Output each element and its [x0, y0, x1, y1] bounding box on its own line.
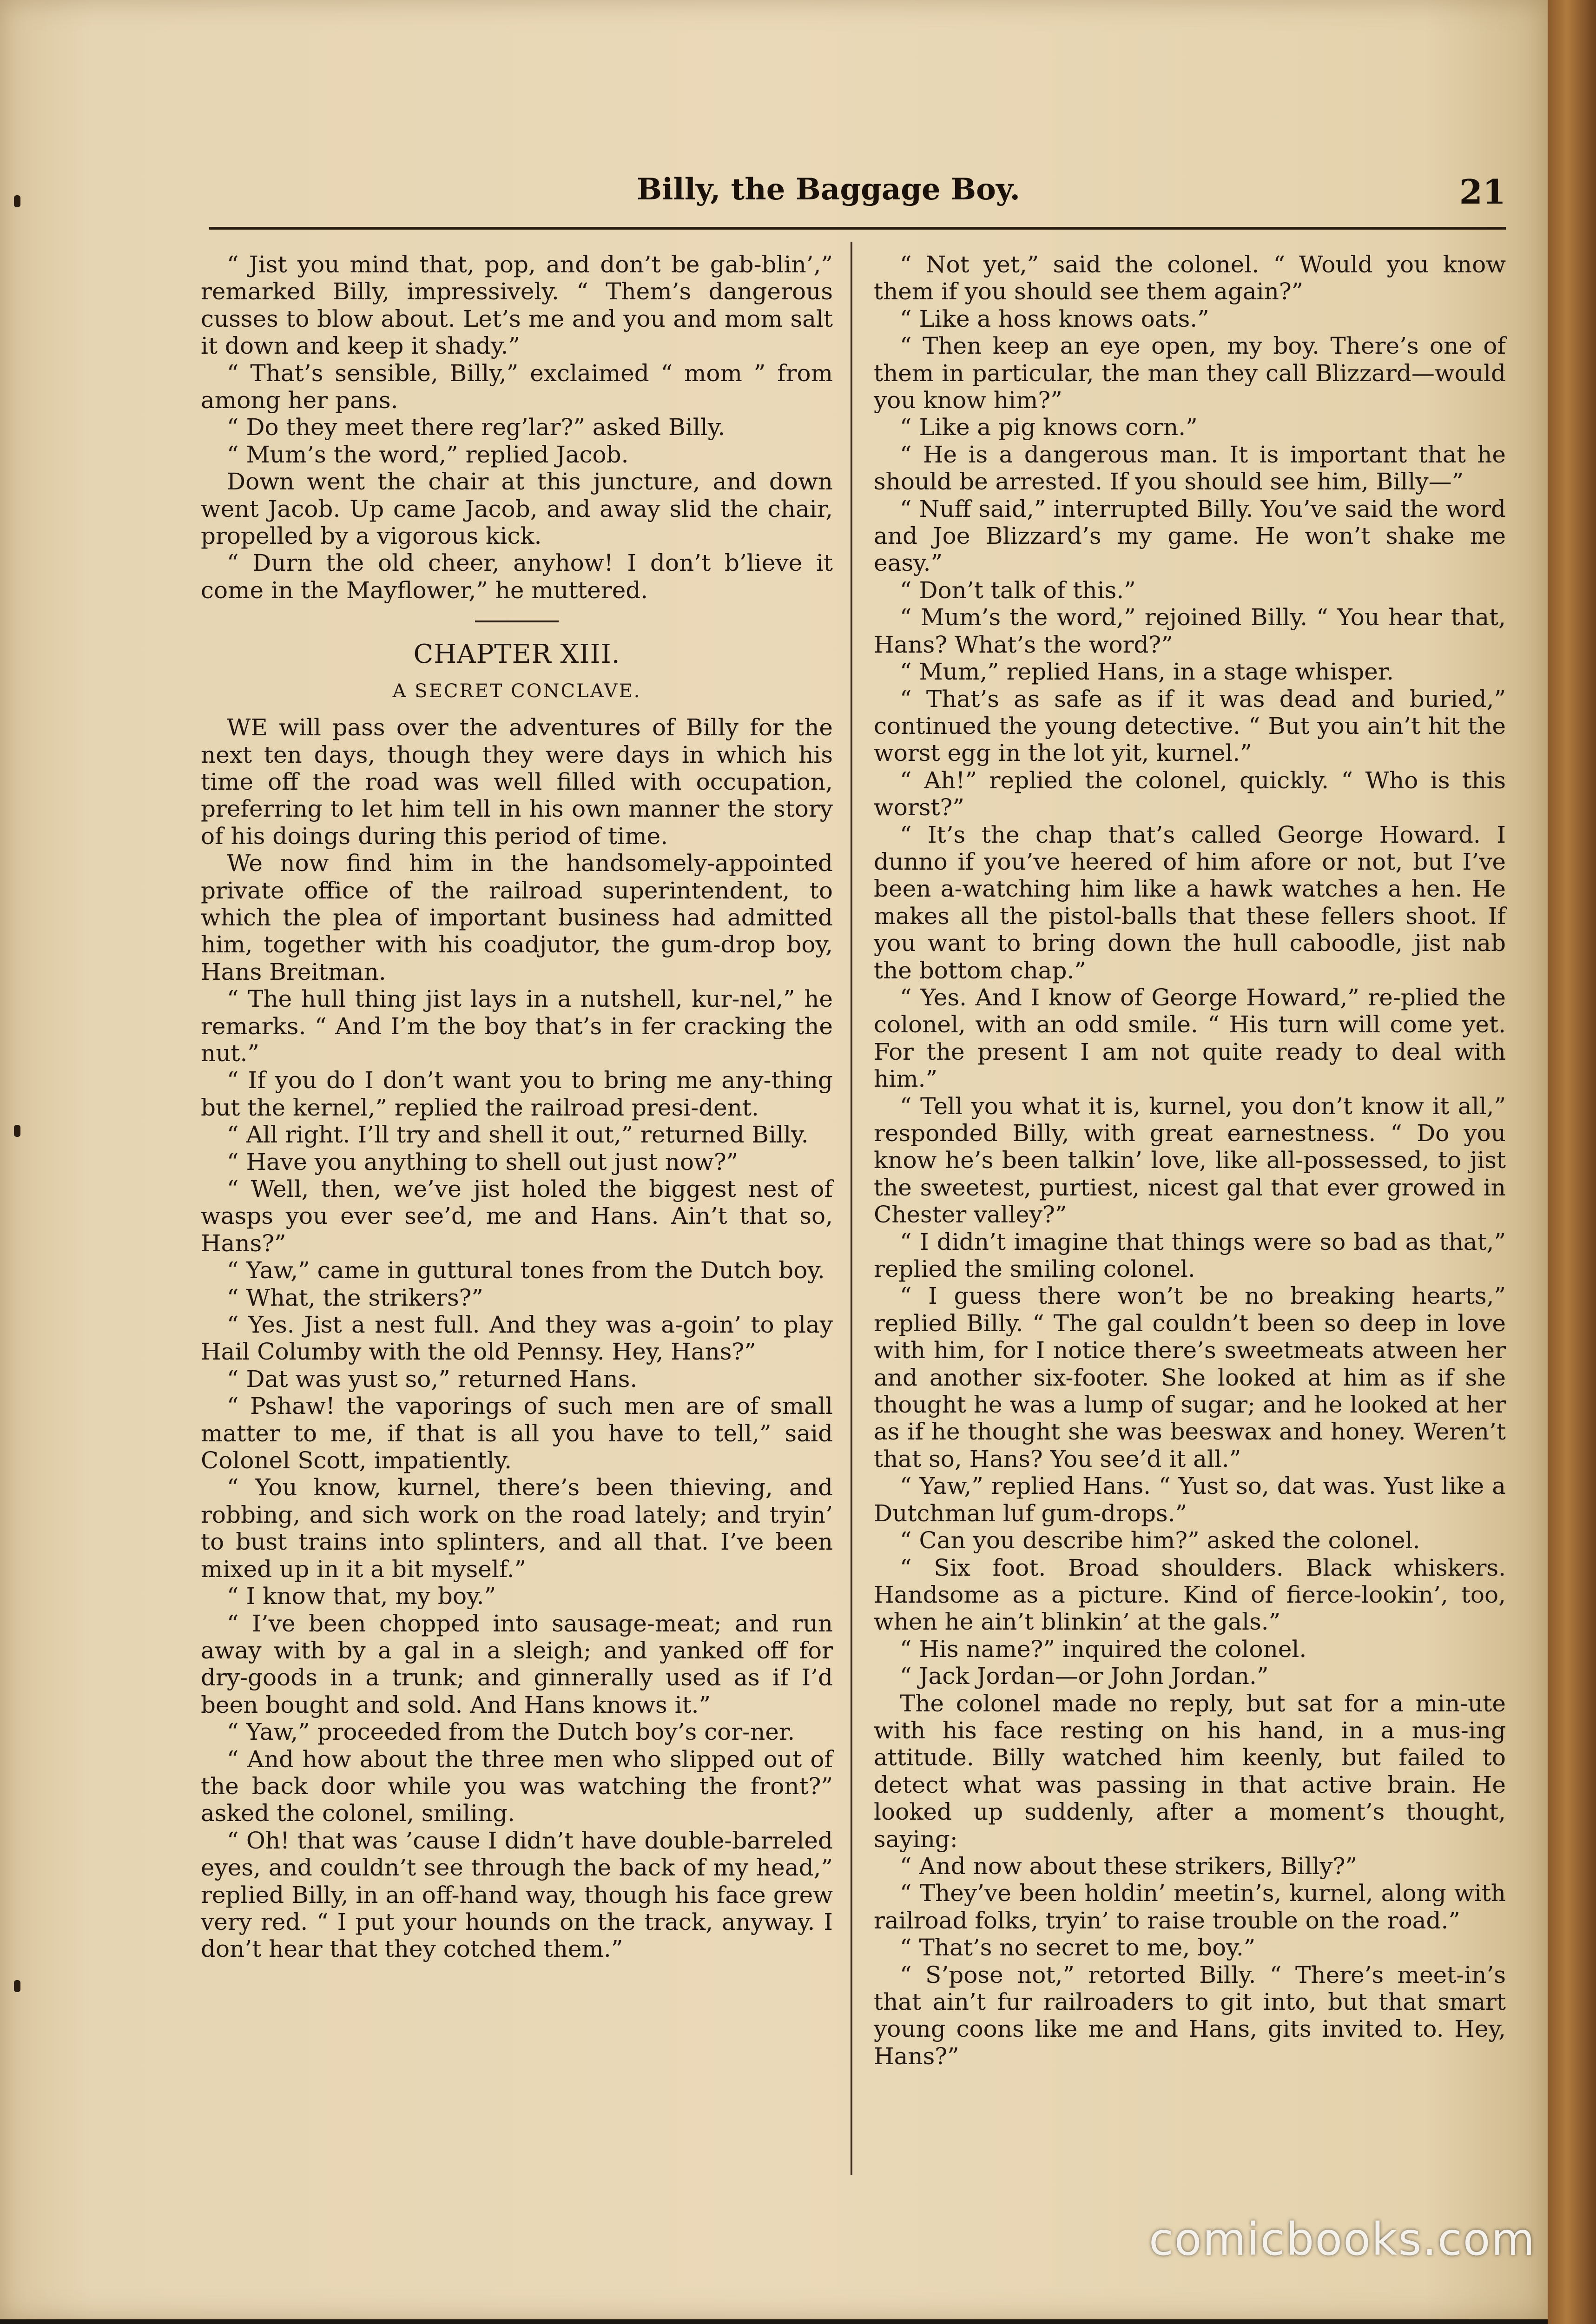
paragraph: “ Jist you mind that, pop, and don’t be gab-blin’,” remarked Billy, impressively. “ Them’s dangerous cusses to blow about. Let’s me and you and mom salt it down and keep it shady.”: [201, 251, 833, 360]
paragraph: “ Durn the old cheer, anyhow! I don’t b’lieve it come in the Mayflower,” he muttered.: [201, 549, 833, 604]
chapter-heading: CHAPTER XIII.: [413, 639, 620, 670]
left-column-after: [201, 714, 833, 1963]
paragraph: “ Well, then, we’ve jist holed the biggest nest of wasps you ever see’d, me and Hans. Ain’t that so, Hans?”: [201, 1175, 833, 1257]
running-header: [209, 172, 1506, 218]
paragraph: “ Pshaw! the vaporings of such men are of small matter to me, if that is all you have to tell,” said Colonel Scott, impatiently.: [201, 1393, 833, 1474]
paragraph: “ If you do I don’t want you to bring me any-thing but the kernel,” replied the railroad presi-dent.: [201, 1067, 833, 1121]
paragraph: “ I guess there won’t be no breaking hearts,” replied Billy. “ The gal couldn’t been so deep in love with him, for I notice there’s sweetmeats atween her and another six-footer. She looked at him as if she thought he was a lump of sugar; and he looked at her as if he thought she was beeswax and honey. Weren’t that so, Hans? You see’d it all.”: [874, 1282, 1506, 1472]
paragraph: “ Oh! that was ’cause I didn’t have double-barreled eyes, and couldn’t see through the back of my head,” replied Billy, in an off-hand way, though his face grew very red. “ I put your hounds on the track, anyway. I don’t hear that they cotched them.”: [201, 1827, 833, 1963]
paragraph: “ Not yet,” said the colonel. “ Would you know them if you should see them again?”: [874, 251, 1506, 305]
paragraph: “ They’ve been holdin’ meetin’s, kurnel, along with railroad folks, tryin’ to raise trouble on the road.”: [874, 1880, 1506, 1934]
paragraph: “ He is a dangerous man. It is important that he should be arrested. If you should see him, Billy—”: [874, 441, 1506, 495]
paragraph: “ That’s no secret to me, boy.”: [900, 1934, 1256, 1961]
paragraph: “ Yaw,” came in guttural tones from the Dutch boy.: [227, 1257, 825, 1284]
paragraph: “ I know that, my boy.”: [227, 1583, 496, 1610]
paragraph: “ And how about the three men who slipped out of the back door while you was watching the front?” asked the colonel, smiling.: [201, 1745, 833, 1827]
header-rule: [209, 227, 1506, 230]
paragraph: “ Jack Jordan—or John Jordan.”: [900, 1663, 1269, 1690]
paragraph: “ S’pose not,” retorted Billy. “ There’s meet-in’s that ain’t fur railroaders to git into, but that smart young coons like me and Hans, gits invited to. Hey, Hans?”: [874, 1961, 1506, 2070]
paragraph: “ Nuff said,” interrupted Billy. You’ve said the word and Joe Blizzard’s my game. He won’t shake me easy.”: [874, 495, 1506, 577]
paragraph: “ Like a pig knows corn.”: [900, 414, 1198, 441]
binding-hole: [14, 195, 20, 207]
paragraph: “ What, the strikers?”: [227, 1284, 483, 1311]
paragraph: “ The hull thing jist lays in a nutshell, kur-nel,” he remarks. “ And I’m the boy that’s in fer cracking the nut.”: [201, 985, 833, 1067]
paragraph: “ I’ve been chopped into sausage-meat; and run away with by a gal in a sleigh; and yanked off for dry-goods in a trunk; and ginnerally used as if I’d been bought and sold. And Hans knows it.”: [201, 1610, 833, 1718]
chapter-subtitle: A SECRET CONCLAVE.: [392, 680, 641, 702]
paragraph: “ Yes. And I know of George Howard,” re-plied the colonel, with an odd smile. “ His turn will come yet. For the present I am not quite ready to deal with him.”: [874, 984, 1506, 1093]
running-title: Billy, the Baggage Boy.: [637, 172, 1020, 207]
paragraph: “ You know, kurnel, there’s been thieving, and robbing, and sich work on the road lately; and tryin’ to bust trains into splinters, and all that. I’ve been mixed up in it a bit myself.”: [201, 1474, 833, 1583]
page-number: 21: [1459, 172, 1506, 211]
section-divider: [475, 621, 559, 622]
paragraph: “ Like a hoss knows oats.”: [900, 305, 1209, 332]
binding-hole: [14, 1125, 20, 1137]
paragraph: “ Ah!” replied the colonel, quickly. “ Who is this worst?”: [874, 766, 1506, 821]
paragraph: “ Tell you what it is, kurnel, you don’t know it all,” responded Billy, with great earnestness. “ Do you know he’s been talkin’ love, like all-possessed, to jist the sweetest, purtiest, nicest gal that ever growed in Chester valley?”: [874, 1092, 1506, 1228]
paragraph: “ That’s as safe as if it was dead and buried,” continued the young detective. “ But you ain’t hit the worst egg in the lot yit, kurnel.”: [874, 685, 1506, 767]
paragraph: “ Mum,” replied Hans, in a stage whisper.: [900, 658, 1394, 686]
paragraph: Down went the chair at this juncture, and down went Jacob. Up came Jacob, and away slid the chair, propelled by a vigorous kick.: [201, 468, 833, 550]
paragraph: “ Have you anything to shell out just now?”: [227, 1148, 739, 1175]
paragraph: “ Yaw,” replied Hans. “ Yust so, dat was. Yust like a Dutchman luf gum-drops.”: [874, 1472, 1506, 1527]
paragraph: “ Can you describe him?” asked the colonel.: [900, 1527, 1420, 1554]
binding-hole: [14, 1980, 20, 1992]
paragraph: “ I didn’t imagine that things were so bad as that,” replied the smiling colonel.: [874, 1228, 1506, 1283]
paragraph: “ Yaw,” proceeded from the Dutch boy’s cor-ner.: [227, 1718, 795, 1746]
paragraph: “ That’s sensible, Billy,” exclaimed “ mom ” from among her pans.: [201, 359, 833, 414]
paragraph: “ And now about these strikers, Billy?”: [900, 1852, 1358, 1880]
paragraph: WE will pass over the adventures of Billy for the next ten days, though they were days in which his time off the road was well filled with occupation, preferring to let him tell in his own manner the story of his doings during this period of time.: [201, 714, 833, 850]
left-column-before: [201, 251, 833, 604]
right-column: [874, 251, 1506, 2070]
paragraph: “ Do they meet there reg’lar?” asked Billy.: [227, 414, 725, 441]
paragraph: “ Yes. Jist a nest full. And they was a-goin’ to play Hail Columby with the old Pennsy. Hey, Hans?”: [201, 1311, 833, 1366]
paragraph: “ Dat was yust so,” returned Hans.: [227, 1365, 638, 1393]
site-watermark[interactable]: comicbooks.com: [1148, 2213, 1536, 2265]
paragraph: “ Six foot. Broad shoulders. Black whiskers. Handsome as a picture. Kind of fierce-lookin’, too, when he ain’t blinkin’ at the gals.”: [874, 1554, 1506, 1636]
book-spine: [1548, 0, 1596, 2324]
paragraph: We now find him in the handsomely-appointed private office of the railroad superintendent, to which the plea of important business had admitted him, together with his coadjutor, the gum-drop boy, Hans Breitman.: [201, 850, 833, 985]
column-divider: [851, 242, 852, 2175]
paragraph: “ His name?” inquired the colonel.: [900, 1635, 1307, 1663]
paragraph: The colonel made no reply, but sat for a min-ute with his face resting on his hand, in a mus-ing attitude. Billy watched him keenly, but failed to detect what was passing in that active brain. He looked up suddenly, after a moment’s thought, saying:: [874, 1690, 1506, 1853]
left-column: [201, 251, 833, 1963]
paragraph: “ It’s the chap that’s called George Howard. I dunno if you’ve heered of him afore or not, but I’ve been a-watching him like a hawk watches a hen. He makes all the pistol-balls that these fellers shoot. If you want to bring down the hull caboodle, jist nab the bottom chap.”: [874, 821, 1506, 984]
paragraph: “ Don’t talk of this.”: [900, 576, 1136, 604]
paragraph: “ All right. I’ll try and shell it out,” returned Billy.: [227, 1121, 809, 1149]
paragraph: “ Mum’s the word,” rejoined Billy. “ You hear that, Hans? What’s the word?”: [874, 604, 1506, 658]
paragraph: “ Mum’s the word,” replied Jacob.: [227, 441, 629, 468]
paragraph: “ Then keep an eye open, my boy. There’s one of them in particular, the man they call Blizzard—would you know him?”: [874, 332, 1506, 414]
